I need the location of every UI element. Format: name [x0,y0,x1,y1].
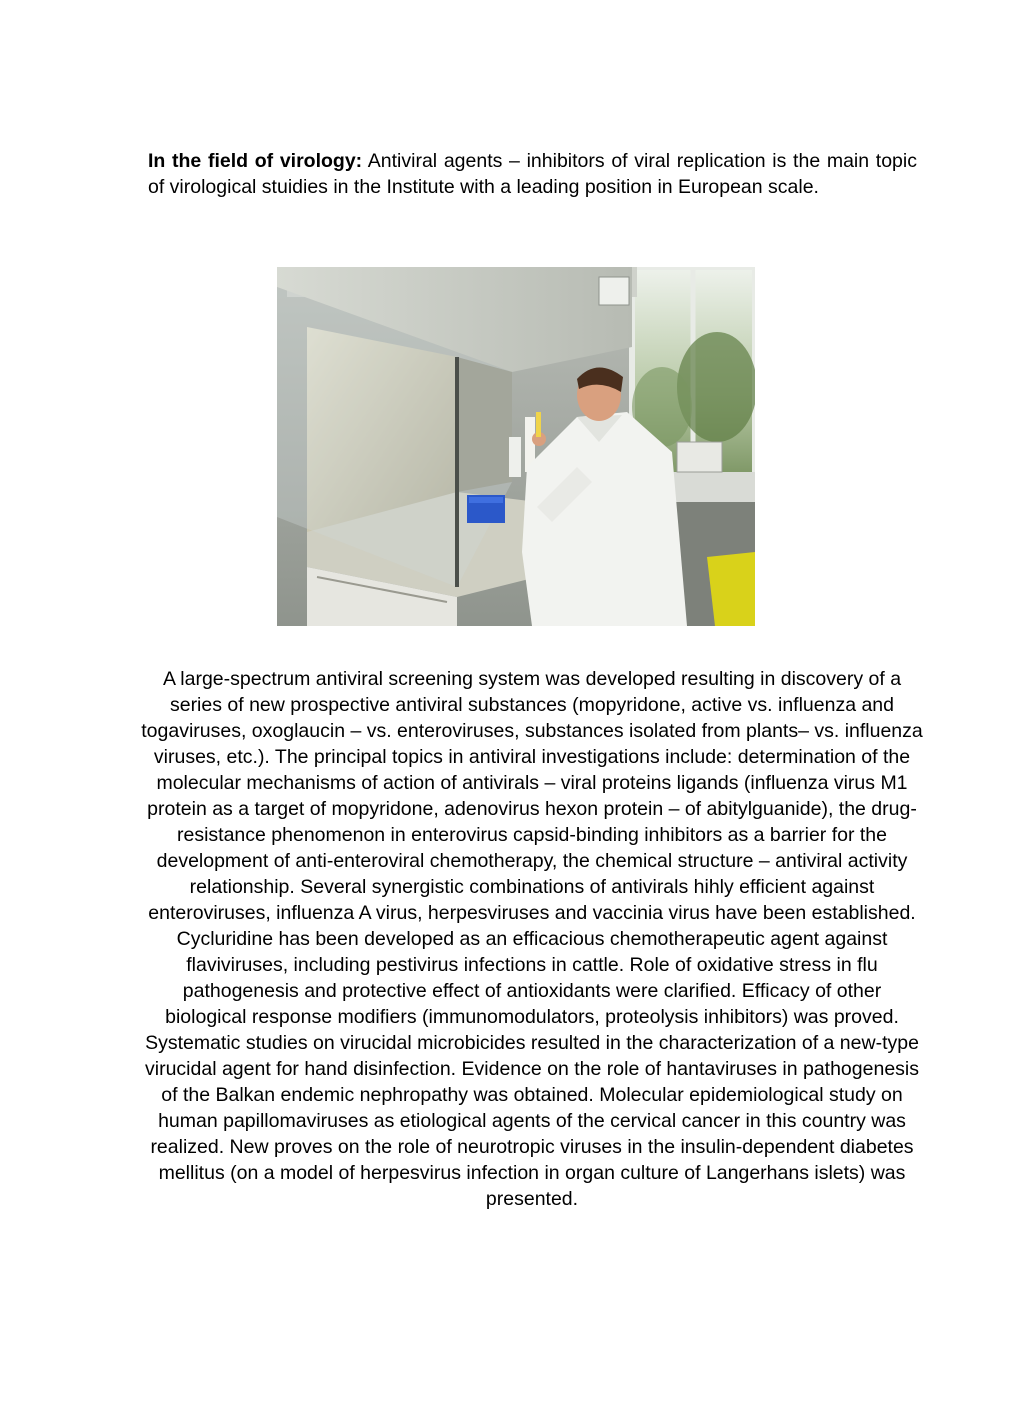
lab-photo [277,267,755,626]
intro-paragraph [148,148,917,200]
lab-photo-illustration [277,267,755,626]
intro-text: Antiviral agents – inhibitors of viral replication is the main topic of virological stuidies in the Institute with a leading position in European scale. [148,150,917,198]
body-paragraph: A large-spectrum antiviral screening system was developed resulting in discovery of a series of new prospective antiviral substances (mopyridone, active vs. influenza and togaviruses, oxoglaucin – vs. enteroviruses, substances isolated from plants– vs. influenza viruses, etc.). The principal topics in antiviral investigations include: determination of the molecular mechanisms of action of antivirals – viral proteins ligands (influenza virus M1 protein as a target of mopyridone, adenovirus hexon protein – of abitylguanide), the drug-resistance phenomenon in enterovirus capsid-binding inhibitors as a barrier for the development of anti-enteroviral chemotherapy, the chemical structure – antiviral activity relationship. Several synergistic combinations of antivirals hihly efficient against enteroviruses, influenza A virus, herpesviruses and vaccinia virus have been established. Cycluridine has been developed as an efficacious chemotherapeutic agent against flaviviruses, including pestivirus infections in cattle. Role of oxidative stress in flu pathogenesis and protective effect of antioxidants were clarified. Efficacy of other biological response modifiers (immunomodulators, proteolysis inhibitors) was proved. Systematic studies on virucidal microbicides resulted in the characterization of a new-type virucidal agent for hand disinfection. Evidence on the role of hantaviruses in pathogenesis of the Balkan endemic nephropathy was obtained. Molecular epidemiological study on human papillomaviruses as etiological agents of the cervical cancer in this country was realized. New proves on the role of neurotropic viruses in the insulin-dependent diabetes mellitus (on a model of herpesvirus infection in organ culture of Langerhans islets) was presented. [141,668,923,1210]
intro-lead: In the field of virology: [148,150,363,172]
